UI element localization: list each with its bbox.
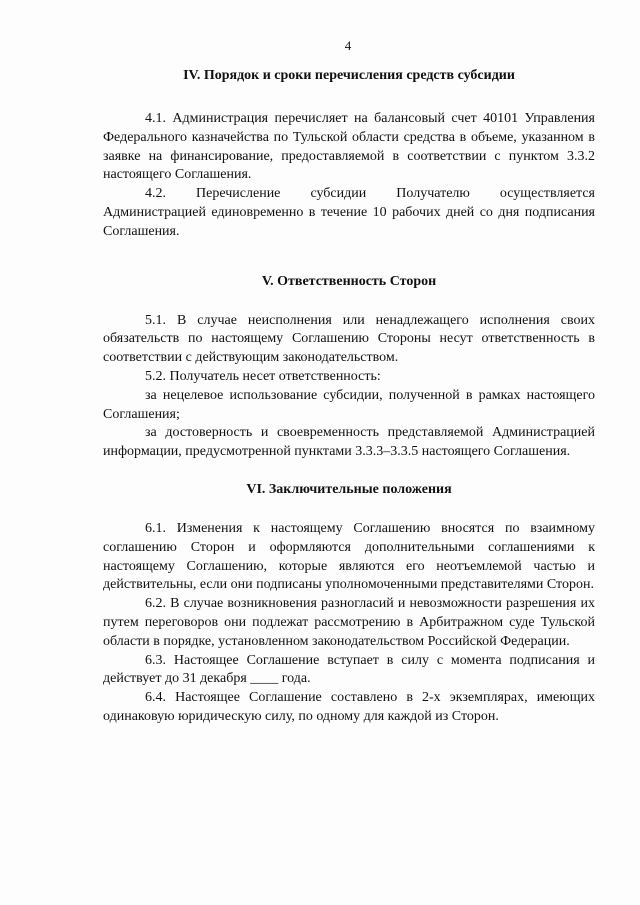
clause-5-2-item-accuracy: за достоверность и своевременность представляемой Администрацией информации, предусмотренной пунктами 3.3.3–3.3.5 настоящего Соглашения.: [103, 425, 595, 460]
clause-5-1: 5.1. В случае неисполнения или ненадлежащего исполнения своих обязательств по настоящему Соглашению Стороны несут ответственность в соответствии с действующим законодательством.: [103, 312, 595, 366]
clause-6-3: 6.3. Настоящее Соглашение вступает в силу с момента подписания и действует до 31 декабря ____ года.: [103, 652, 595, 687]
clause-4-2: 4.2. Перечисление субсидии Получателю осуществляется Администрацией единовременно в течение 10 рабочих дней со дня подписания Соглашения.: [103, 186, 595, 239]
clause-6-1: 6.1. Изменения к настоящему Соглашению вносятся по взаимному соглашению Сторон и оформляются дополнительными соглашениями к настоящему Соглашению, которые являются его неотъемлемой частью и действительны, если они подписаны уполномоченными представителями Сторон.: [103, 520, 595, 593]
section-heading: VI. Заключительные положения: [246, 481, 452, 497]
document-body: [103, 66, 595, 727]
section-payment-procedure: [103, 66, 595, 242]
section-heading: IV. Порядок и сроки перечисления средств субсидии: [183, 68, 515, 83]
clause-4-1: 4.1. Администрация перечисляет на балансовый счет 40101 Управления Федерального казначейства по Тульской области средства в объеме, указанном в заявке на финансирование, предоставляемой в соответствии с пунктом 3.3.2 настоящего Соглашения.: [103, 111, 595, 183]
section-heading: V. Ответственность Сторон: [261, 273, 437, 289]
clause-6-2: 6.2. В случае возникновения разногласий и невозможности разрешения их путем переговоров они подлежат рассмотрению в Арбитражном суде Тульской области в порядке, установленном законодательством Российской Федерации.: [103, 596, 595, 649]
clause-5-2-item-misuse: за нецелевое использование субсидии, полученной в рамках настоящего Соглашения;: [103, 387, 595, 422]
section-liability: [103, 272, 595, 462]
clause-5-2: 5.2. Получатель несет ответственность:: [145, 368, 381, 384]
section-final-provisions: [103, 480, 595, 727]
page-number: 4: [344, 38, 352, 53]
clause-6-4: 6.4. Настоящее Соглашение составлено в 2-х экземплярах, имеющих одинаковую юридическую силу, по одному для каждой из Сторон.: [103, 690, 595, 724]
